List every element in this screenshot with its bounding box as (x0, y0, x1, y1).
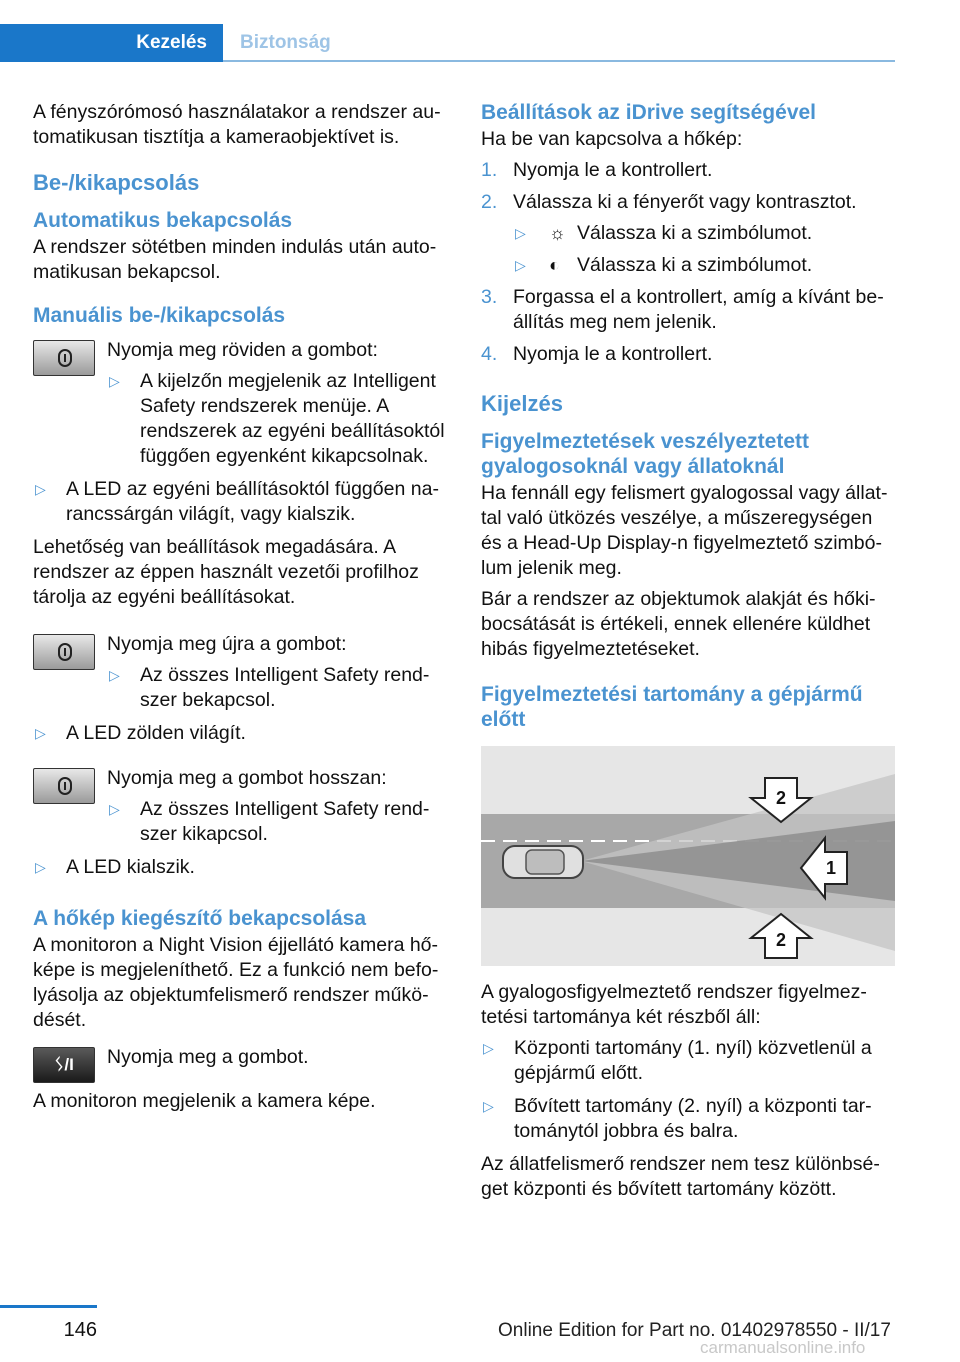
watermark: carmanualsonline.info (700, 1338, 866, 1357)
list-item: ▷ A LED kialszik. (35, 856, 195, 878)
triangle-bullet-icon: ▷ (483, 1098, 494, 1114)
list-item: ▷ Központi tartomány (1. nyíl) közvetlenül a gépjármű előtt. (483, 1037, 872, 1084)
press-long-text: Nyomja meg a gombot hosszan: (107, 767, 387, 789)
header-tabs (0, 24, 895, 62)
warning-range-svg (481, 746, 895, 966)
triangle-bullet-icon: ▷ (35, 859, 46, 875)
triangle-bullet-icon: ▷ (35, 725, 46, 741)
heading-auto-on: Automatikus bekapcsolás (33, 209, 293, 232)
page-number: 146 (0, 1305, 97, 1343)
triangle-bullet-icon: ▷ (109, 801, 120, 817)
list-item: ▷ Az összes Intelligent Safety rendszer bekapcsol. (109, 664, 430, 711)
press-once-text: Nyomja meg a gombot. (107, 1046, 309, 1068)
paragraph-camera-image: A monitoron megjelenik a kamera képe. (33, 1090, 376, 1112)
list-item: ▷ Bővített tartomány (2. nyíl) a központi tartománytól jobbra és balra. (483, 1095, 872, 1142)
heading-on-off: Be-/kikapcsolás (33, 170, 200, 195)
list-item: 3. Forgassa el a kontrollert, amíg a kívánt beállítás meg nem jelenik. (481, 286, 884, 333)
range-list (481, 1036, 895, 1144)
triangle-bullet-icon: ▷ (515, 225, 526, 241)
list-item: ▷ ☼ Válassza ki a szimbólumot. (515, 222, 813, 244)
svg-text:2: 2 (775, 930, 787, 950)
triangle-bullet-icon: ▷ (515, 257, 526, 273)
press-long-list (107, 797, 448, 847)
brightness-sun-icon: ☼ (549, 223, 566, 243)
tab-kezeles[interactable]: Kezelés (0, 24, 223, 62)
list-item: 4. Nyomja le a kontrollert. (481, 343, 713, 365)
paragraph-settings: Lehetőség van beállítások megadására. A rendszer az éppen használt vezetői profilhoz tárolja az egyéni beállításokat. (33, 536, 419, 608)
intelligent-safety-button-icon (33, 634, 95, 670)
press-again-row (33, 632, 448, 713)
warning-range-diagram (481, 746, 895, 966)
steps-list (481, 158, 895, 367)
tab-biztonsag[interactable]: Biztonság (240, 32, 331, 53)
triangle-bullet-icon: ▷ (109, 373, 120, 389)
press-short-list (107, 369, 448, 469)
press-again-text: Nyomja meg újra a gombot: (107, 633, 347, 655)
led-list-1 (33, 477, 448, 527)
paragraph-animal: Az állatfelismerő rendszer nem tesz különbséget központi és bővített tartomány között. (481, 1153, 880, 1200)
press-short-row (33, 338, 448, 469)
paragraph-thermal-image: A monitoron a Night Vision éjjellátó kamera hőképe is megjeleníthető. Ez a funkció nem befolyásolja az objektumfelismerő rendszer működését. (33, 934, 439, 1031)
night-vision-button-icon: ᛊ/I (33, 1047, 95, 1083)
triangle-bullet-icon: ▷ (35, 481, 46, 497)
sub-list (513, 221, 895, 278)
triangle-bullet-icon: ▷ (483, 1040, 494, 1056)
paragraph-warnings-1: Ha fennáll egy felismert gyalogossal vagy állattal való ütközés veszélye, a műszeregységen és a Head-Up Display-n figyelmeztető szimbólum jelenik meg. (481, 482, 888, 579)
press-short-text: Nyomja meg röviden a gombot: (107, 339, 378, 361)
paragraph-headlight-washer: A fényszórómosó használatakor a rendszer automatikusan tisztítja a kameraobjektívet is. (33, 101, 441, 148)
heading-manual-on-off: Manuális be-/kikapcsolás (33, 304, 286, 327)
heading-idrive-settings: Beállítások az iDrive segítségével (481, 101, 817, 124)
heading-thermal-image: A hőkép kiegészítő bekapcsolása (33, 907, 367, 930)
edition-text: Online Edition for Part no. 01402978550 - II/17 (498, 1320, 891, 1341)
paragraph-idrive: Ha be van kapcsolva a hőkép: (481, 128, 743, 150)
heading-display: Kijelzés (481, 391, 563, 416)
triangle-bullet-icon: ▷ (109, 667, 120, 683)
intelligent-safety-button-icon (33, 340, 95, 376)
led-list-3 (33, 855, 448, 880)
paragraph-auto-on: A rendszer sötétben minden indulás után automatikusan bekapcsol. (33, 236, 437, 283)
list-item: ▷ ◐ Válassza ki a szimbólumot. (515, 254, 813, 276)
list-item: ▷ A kijelzőn megjelenik az Intelligent Safety rendszerek menüje. A rendszerek az egyéni beállításoktól függően egyenként kikapcsolnak. (109, 370, 445, 467)
heading-warning-range: Figyelmeztetési tartomány a gépjármű előtt (481, 683, 863, 731)
paragraph-range: A gyalogosfigyelmeztető rendszer figyelmeztetési tartománya két részből áll: (481, 981, 867, 1028)
list-item: 2. Válassza ki a fényerőt vagy kontrasztot. ▷ ☼ Válassza ki a szimbólumot. ▷ ◐ Válassza ki a szimbólumot. (481, 190, 895, 278)
intelligent-safety-button-icon (33, 768, 95, 804)
header-rule (223, 60, 895, 62)
svg-text:1: 1 (825, 858, 837, 878)
list-item: ▷ A LED zölden világít. (35, 722, 246, 744)
press-long-row (33, 766, 448, 847)
svg-text:2: 2 (775, 788, 787, 808)
led-list-2 (33, 721, 448, 746)
press-again-list (107, 663, 448, 713)
list-item: 1. Nyomja le a kontrollert. (481, 159, 713, 181)
contrast-icon: ◐ (549, 255, 560, 275)
right-column (481, 100, 895, 1208)
paragraph-warnings-2: Bár a rendszer az objektumok alakját és hőkibocsátását is értékeli, ennek ellenére küldhet hibás figyelmeztetéseket. (481, 588, 876, 660)
press-once-row (33, 1045, 448, 1085)
list-item: ▷ A LED az egyéni beállításoktól függően narancssárgán világít, vagy kialszik. (35, 478, 439, 525)
left-column (33, 100, 448, 1120)
list-item: ▷ Az összes Intelligent Safety rendszer kikapcsol. (109, 798, 430, 845)
heading-warnings: Figyelmeztetések veszélyeztetett gyalogosoknál vagy állatoknál (481, 430, 809, 478)
